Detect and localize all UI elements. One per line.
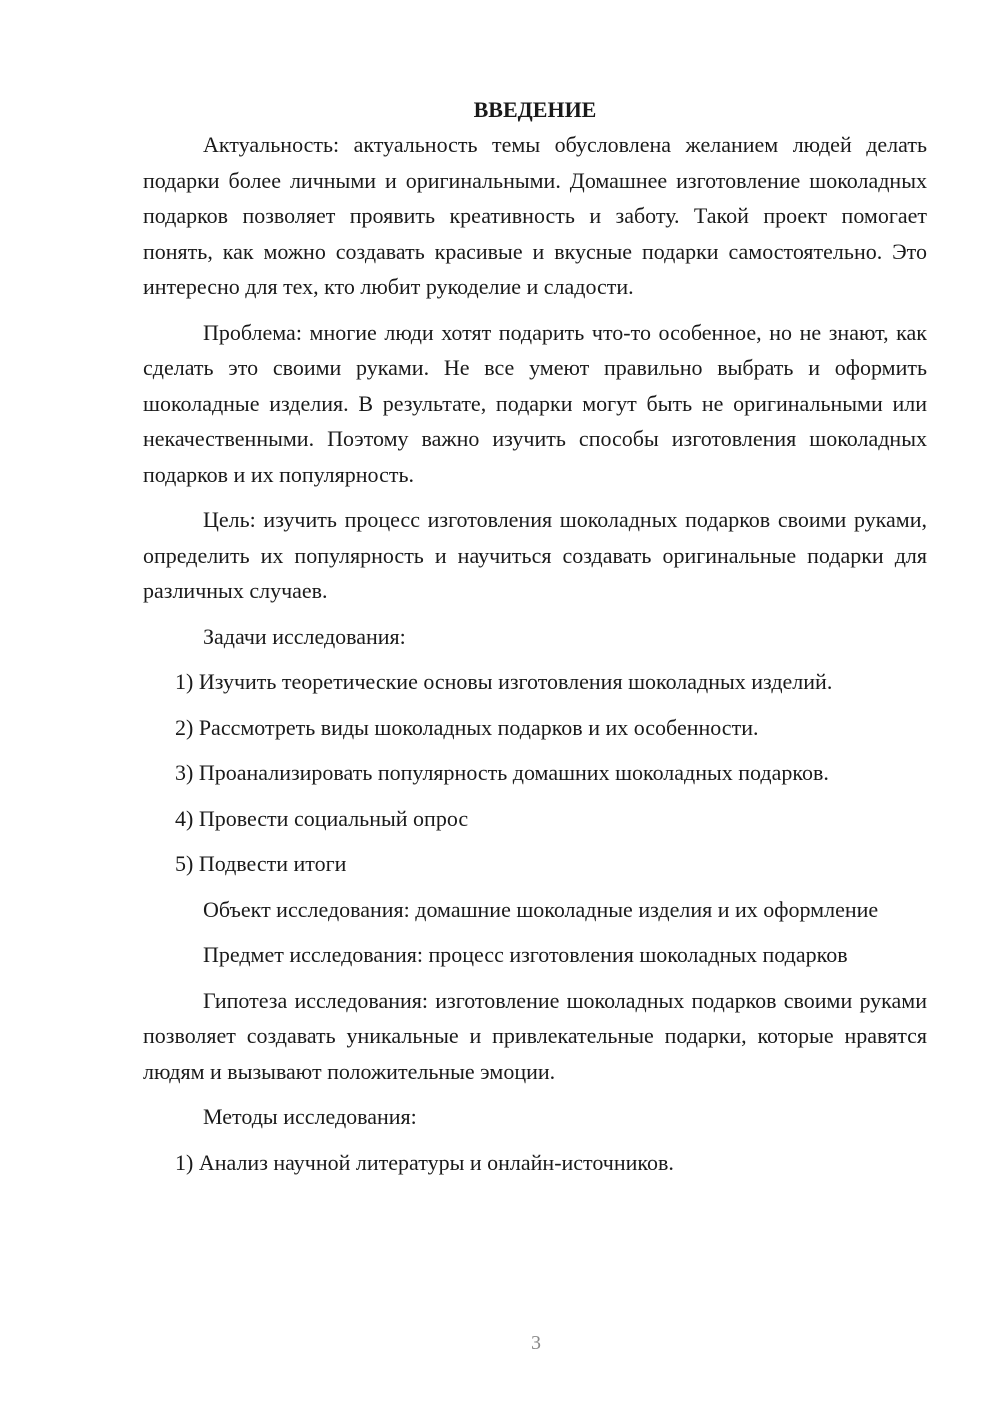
task-item: 4) Провести социальный опрос bbox=[175, 805, 469, 831]
paragraph-relevance: Актуальность: актуальность темы обусловлена желанием людей делать подарки более личными и оригинальными. Домашнее изготовление шоколадных подарков позволяет проявить креативность и заботу. Такой проект помогает понять, как можно создавать красивые и вкусные подарки самостоятельно. Это интересно для тех, кто любит рукоделие и сладости. bbox=[143, 132, 927, 299]
page-content bbox=[143, 92, 927, 1190]
method-item: 1) Анализ научной литературы и онлайн-источников. bbox=[175, 1149, 674, 1175]
task-item: 3) Проанализировать популярность домашних шоколадных подарков. bbox=[175, 760, 829, 785]
paragraph-object: Объект исследования: домашние шоколадные изделия и их оформление bbox=[203, 896, 879, 922]
page-title: ВВЕДЕНИЕ bbox=[473, 97, 597, 122]
tasks-heading: Задачи исследования: bbox=[203, 623, 406, 649]
paragraph-subject: Предмет исследования: процесс изготовления шоколадных подарков bbox=[203, 942, 848, 967]
paragraph-hypothesis: Гипотеза исследования: изготовление шоколадных подарков своими руками позволяет создавать уникальные и привлекательные подарки, которые нравятся людям и вызывают положительные эмоции. bbox=[143, 987, 927, 1084]
task-item: 5) Подвести итоги bbox=[175, 851, 347, 876]
task-item: 1) Изучить теоретические основы изготовления шоколадных изделий. bbox=[175, 669, 833, 694]
methods-heading: Методы исследования: bbox=[203, 1104, 417, 1129]
task-item: 2) Рассмотреть виды шоколадных подарков и их особенности. bbox=[175, 714, 759, 740]
paragraph-problem: Проблема: многие люди хотят подарить что-то особенное, но не знают, как сделать это своими руками. Не все умеют правильно выбрать и оформить шоколадные изделия. В результате, подарки могут быть не оригинальными или некачественными. Поэтому важно изучить способы изготовления шоколадных подарков и их популярность. bbox=[143, 319, 927, 487]
paragraph-goal: Цель: изучить процесс изготовления шоколадных подарков своими руками, определить их популярность и научиться создавать оригинальные подарки для различных случаев. bbox=[143, 507, 927, 603]
page-number: 3 bbox=[531, 1332, 541, 1354]
